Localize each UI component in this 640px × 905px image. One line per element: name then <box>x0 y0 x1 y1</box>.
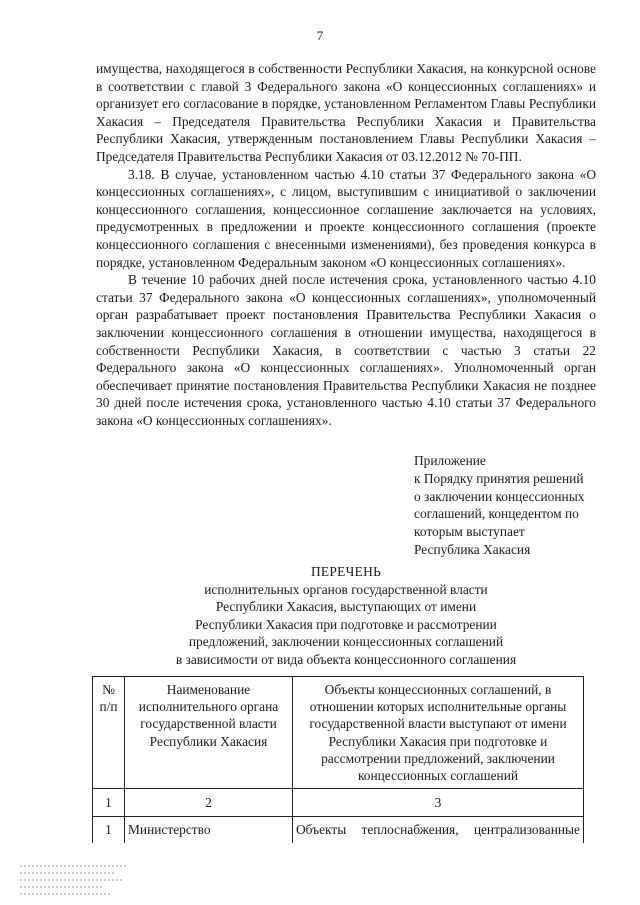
header-organ: Наименование исполнительного органа государственной власти Республики Хакасия <box>125 677 293 789</box>
table-numbering-row <box>93 789 584 817</box>
row-objects: Объекты теплоснабжения, централизованные <box>293 817 584 844</box>
list-title-line: Республики Хакасия, выступающих от имени <box>215 599 477 615</box>
page-number: 7 <box>316 28 324 43</box>
header-number: № п/п <box>93 677 125 789</box>
numbering-cell: 2 <box>125 789 293 817</box>
list-title <box>96 563 596 669</box>
appendix-line: Приложение <box>414 453 486 468</box>
header-objects: Объекты концессионных соглашений, в отношении которых исполнительные органы государственной власти выступают от имени Республики Хакасия при подготовке и рассмотрении предложений, заключении концессионных соглашений <box>293 677 584 789</box>
table-header-row <box>93 677 584 789</box>
appendix-line: Республика Хакасия <box>414 541 531 557</box>
table-row <box>93 817 584 844</box>
paragraph-3-18: 3.18. В случае, установленном частью 4.10 статьи 37 Федерального закона «О концессионных соглашениях», с лицом, выступившим с инициативой о заключении концессионного соглашения, концессионное соглашение заключается на условиях, предусмотренных в предложении и проекте концессионного соглашения (проекте концессионного соглашения с внесенными изменениями), без проведения конкурса в порядке, установленном Федеральным законом «О концессионных соглашениях». <box>96 166 596 270</box>
list-heading: ПЕРЕЧЕНЬ <box>310 564 382 579</box>
body-text <box>96 60 596 429</box>
appendix-line: о заключении концессионных <box>414 488 585 504</box>
paragraph-deadline: В течение 10 рабочих дней после истечения срока, установленного частью 4.10 статьи 37 Федерального закона «О концессионных соглашениях», уполномоченный орган разрабатывает проект постановления Правительства Республики Хакасия о заключении концессионного соглашения в отношении имущества, находящегося в собственности Республики Хакасия, в соответствии с частью 3 статьи 22 Федерального закона «О концессионных соглашениях». Уполномоченный орган обеспечивает принятие постановления Правительства Республики Хакасия не позднее 30 дней после истечения срока, установленного частью 4.10 статьи 37 Федерального закона «О концессионных соглашениях». <box>96 272 596 428</box>
organs-table <box>92 676 584 843</box>
appendix-line: которым выступает <box>414 524 525 540</box>
registration-stamp <box>18 862 138 896</box>
list-title-line: Республики Хакасия при подготовке и рассмотрении <box>195 616 497 632</box>
list-title-line: в зависимости от вида объекта концессионного соглашения <box>175 651 517 667</box>
list-title-line: исполнительных органов государственной власти <box>204 581 488 597</box>
appendix-line: к Порядку принятия решений <box>414 470 584 486</box>
paragraph-continuation: имущества, находящегося в собственности Республики Хакасия, на конкурсной основе в соответствии с главой 3 Федерального закона «О концессионных соглашениях» и организует его согласование в порядке, установленном Регламентом Главы Республики Хакасия – Председателя Правительства Республики Хакасия и Правительства Республики Хакасия, утвержденным постановлением Главы Республики Хакасия – Председателя Правительства Республики Хакасия от 03.12.2012 № 70-ПП. <box>96 61 596 164</box>
row-number: 1 <box>93 817 125 844</box>
row-organ: Министерство <box>125 817 293 844</box>
appendix-note <box>414 452 614 559</box>
numbering-cell: 1 <box>93 789 125 817</box>
numbering-cell: 3 <box>293 789 584 817</box>
appendix-line: соглашений, концедентом по <box>414 506 579 522</box>
list-title-line: предложений, заключении концессионных соглашений <box>188 634 504 650</box>
